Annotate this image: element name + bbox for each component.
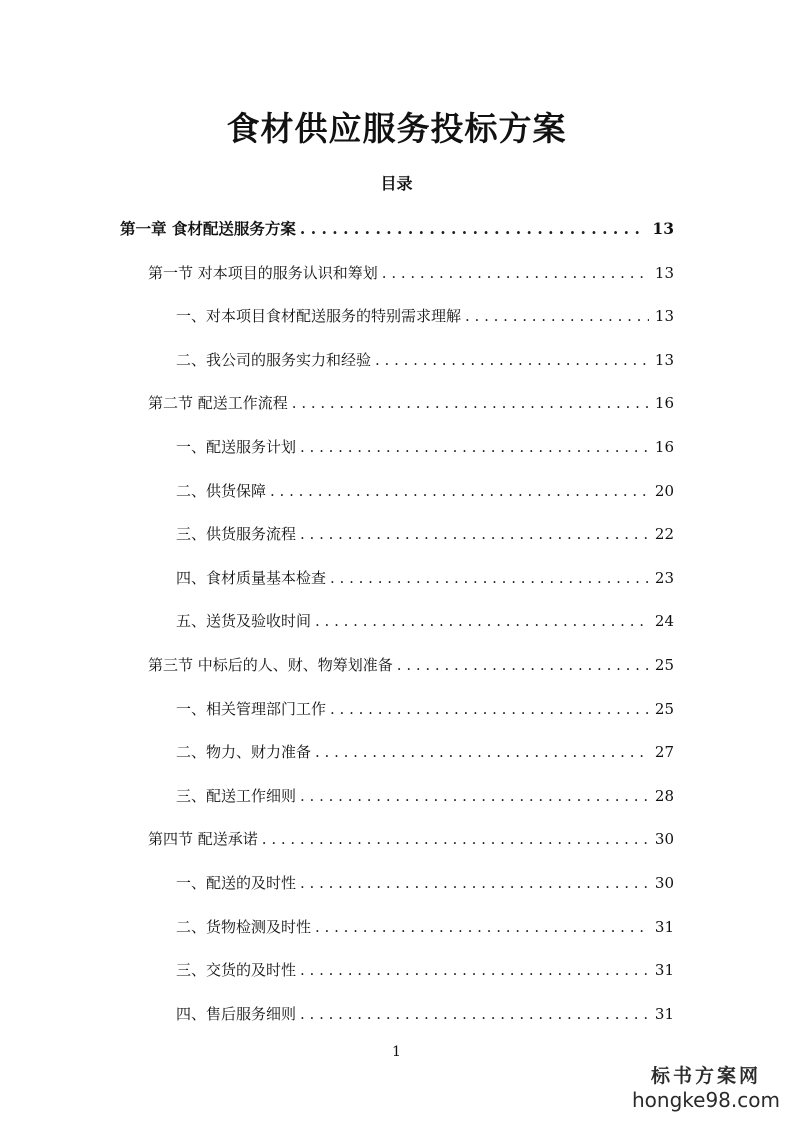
toc-leader-dots — [300, 999, 649, 1029]
toc-leader-dots — [262, 824, 649, 854]
toc-entry-title: 第四节 配送承诺 — [148, 830, 258, 849]
toc-entry[interactable] — [148, 650, 674, 680]
toc-entry-title: 三、供货服务流程 — [176, 525, 297, 544]
toc-entry-page: 25 — [654, 656, 674, 674]
toc-entry[interactable] — [176, 999, 674, 1029]
toc-entry-title: 三、配送工作细则 — [176, 786, 297, 805]
toc-entry-page: 25 — [654, 699, 674, 718]
toc-leader-dots — [300, 519, 649, 549]
toc-entry-page: 30 — [654, 874, 674, 892]
toc-entry[interactable] — [176, 432, 674, 462]
toc-leader-dots — [315, 737, 649, 767]
toc-entry[interactable] — [148, 258, 674, 288]
toc-entry-page: 31 — [654, 1004, 674, 1023]
toc-entry[interactable] — [176, 519, 674, 549]
toc-entry-title: 一、相关管理部门工作 — [176, 699, 327, 718]
toc-entry-title: 一、配送的及时性 — [176, 874, 297, 892]
page-number: 1 — [392, 1044, 401, 1060]
toc-entry[interactable] — [176, 606, 674, 636]
toc-leader-dots — [315, 912, 649, 942]
toc-entry-title: 一、配送服务计划 — [176, 438, 297, 456]
toc-entry-title: 四、食材质量基本检查 — [176, 568, 327, 587]
toc-entry[interactable] — [120, 214, 674, 244]
toc-leader-dots — [397, 650, 649, 680]
watermark-domain: hongke98.com — [632, 1088, 780, 1112]
toc-leader-dots — [292, 388, 649, 418]
toc-leader-dots — [300, 868, 649, 898]
toc-entry-title: 二、物力、财力准备 — [176, 743, 312, 762]
toc-entry[interactable] — [176, 737, 674, 767]
toc-entry[interactable] — [176, 345, 674, 375]
toc-entry-page: 13 — [654, 263, 674, 282]
toc-entry[interactable] — [176, 868, 674, 898]
toc-entry-page: 22 — [654, 525, 674, 544]
toc-leader-dots — [300, 432, 649, 462]
toc-entry-page: 28 — [654, 786, 674, 805]
toc-entry-page: 13 — [652, 219, 674, 238]
toc-entry-title: 四、售后服务细则 — [176, 1004, 297, 1023]
toc-leader-dots — [300, 214, 647, 244]
toc-entry-page: 16 — [654, 438, 674, 456]
toc-entry[interactable] — [148, 824, 674, 854]
toc-entry-page: 16 — [654, 394, 674, 413]
toc-entry-page: 23 — [654, 568, 674, 587]
toc-leader-dots — [270, 476, 649, 506]
toc-entry[interactable] — [176, 563, 674, 593]
watermark-site-name: 标书方案网 — [650, 1065, 761, 1087]
toc-entry-title: 第二节 配送工作流程 — [148, 394, 288, 413]
toc-leader-dots — [330, 563, 649, 593]
toc-entry[interactable] — [176, 476, 674, 506]
watermark — [631, 1064, 781, 1112]
toc-entry-title: 一、对本项目食材配送服务的特别需求理解 — [176, 307, 462, 326]
toc-entry-title: 五、送货及验收时间 — [176, 612, 312, 631]
toc-leader-dots — [300, 955, 649, 985]
toc-entry-title: 第一章 食材配送服务方案 — [120, 219, 296, 238]
toc-entry-page: 24 — [654, 612, 674, 631]
toc-entry[interactable] — [176, 301, 674, 331]
toc-entry-page: 31 — [654, 917, 674, 936]
toc-entry-title: 第一节 对本项目的服务认识和筹划 — [148, 263, 378, 282]
toc-heading: 目录 — [380, 174, 413, 193]
toc-entry-title: 二、供货保障 — [176, 481, 267, 500]
toc-entry-page: 13 — [654, 307, 674, 326]
toc-entry[interactable] — [176, 781, 674, 811]
toc-entry[interactable] — [176, 955, 674, 985]
toc-entry-page: 20 — [654, 481, 674, 500]
toc-leader-dots — [300, 781, 649, 811]
toc-entry-title: 三、交货的及时性 — [176, 961, 297, 980]
toc-leader-dots — [375, 345, 649, 375]
toc-entry-title: 二、货物检测及时性 — [176, 917, 312, 936]
toc-entry[interactable] — [148, 388, 674, 418]
toc-entry-title: 第三节 中标后的人、财、物筹划准备 — [148, 656, 393, 674]
toc-entry-title: 二、我公司的服务实力和经验 — [176, 350, 372, 369]
toc-entry[interactable] — [176, 694, 674, 724]
toc-leader-dots — [330, 694, 649, 724]
toc-entry-page: 27 — [654, 743, 674, 762]
toc-entry-page: 13 — [654, 350, 674, 369]
document-title: 食材供应服务投标方案 — [226, 109, 567, 148]
toc-entry-page: 31 — [654, 961, 674, 980]
toc-leader-dots — [465, 301, 649, 331]
toc-leader-dots — [315, 606, 649, 636]
toc-entry[interactable] — [176, 912, 674, 942]
toc-entry-page: 30 — [654, 830, 674, 849]
toc-leader-dots — [382, 258, 649, 288]
